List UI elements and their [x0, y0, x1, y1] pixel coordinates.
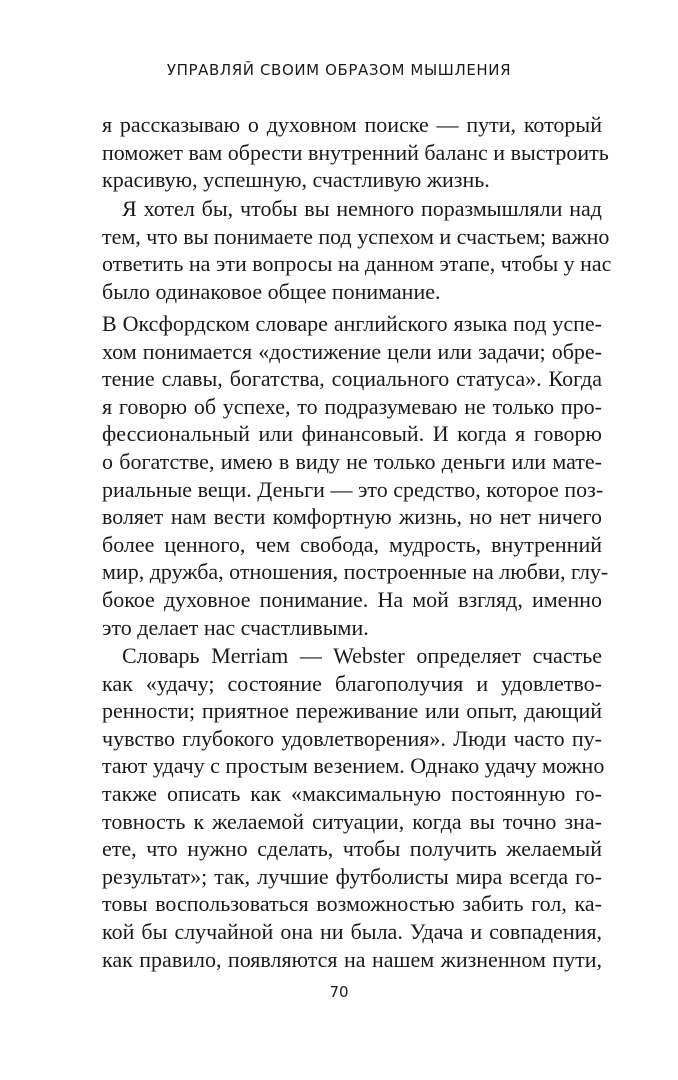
text-line: тем, что вы понимаете под успехом и счастьем; важно — [102, 223, 610, 249]
paragraph-webster — [102, 642, 605, 973]
text-line: красивую, успешную, счастливую жизнь. — [102, 167, 490, 193]
text-line: ете, что нужно сделать, чтобы получить желаемый — [102, 836, 602, 862]
running-head: УПРАВЛЯЙ СВОИМ ОБРАЗОМ МЫШЛЕНИЯ — [166, 61, 512, 79]
paragraph-oxford — [102, 310, 609, 641]
text-line: бокое духовное понимание. На мой взгляд, именно — [102, 586, 602, 612]
text-line: ренности; приятное переживание или опыт, дающий — [102, 698, 602, 724]
text-line: товность к желаемой ситуации, когда вы точно зна- — [102, 808, 602, 834]
text-line: Я хотел бы, чтобы вы немного поразмышляли над — [122, 196, 602, 221]
text-line: риальные вещи. Деньги — это средство, которое поз- — [102, 476, 604, 502]
text-line: В Оксфордском словаре английского языка под успе- — [102, 311, 602, 336]
text-line: результат»; так, лучшие футболисты мира всегда го- — [102, 863, 602, 889]
text-line: чувство глубокого удовлетворения». Люди часто пу- — [102, 725, 602, 751]
text-line: тение славы, богатства, социального статуса». Когда — [102, 366, 602, 392]
text-line: ответить на эти вопросы на данном этапе, чтобы у нас — [102, 251, 612, 277]
text-line: воляет нам вести комфортную жизнь, но нет ничего — [102, 504, 602, 530]
text-line: я говорю об успехе, то подразумеваю не только про- — [102, 393, 602, 419]
page-number: 70 — [329, 983, 349, 1001]
text-line: кой бы случайной она ни была. Удача и совпадения, — [102, 918, 602, 944]
text-line: товы воспользоваться возможностью забить гол, ка- — [102, 891, 602, 917]
text-line: Словарь Merriam — Webster определяет счастье — [122, 643, 602, 668]
text-line: как правило, появляются на нашем жизненном пути, — [102, 946, 602, 972]
text-line: поможет вам обрести внутренний баланс и выстроить — [102, 139, 609, 165]
paragraph-reflection — [102, 195, 612, 305]
text-line: было одинаковое общее понимание. — [102, 278, 441, 304]
text-line: это делает нас счастливыми. — [102, 614, 369, 640]
text-line: я рассказываю о духовном поиске — пути, который — [102, 112, 602, 137]
text-line: хом понимается «достижение цели или задачи; обре- — [102, 338, 602, 364]
text-line: более ценного, чем свобода, мудрость, внутренний — [102, 531, 602, 557]
paragraph-continuation — [102, 111, 609, 194]
text-line: о богатстве, имею в виду не только деньги или мате- — [102, 448, 602, 474]
text-line: как «удачу; состояние благополучия и удовлетво- — [102, 670, 602, 696]
text-line: также описать как «максимальную постоянную го- — [102, 780, 602, 806]
text-line: тают удачу с простым везением. Однако удачу можно — [102, 753, 605, 779]
text-line: фессиональный или финансовый. И когда я говорю — [102, 421, 602, 447]
text-line: мир, дружба, отношения, построенные на любви, глу- — [102, 559, 609, 585]
